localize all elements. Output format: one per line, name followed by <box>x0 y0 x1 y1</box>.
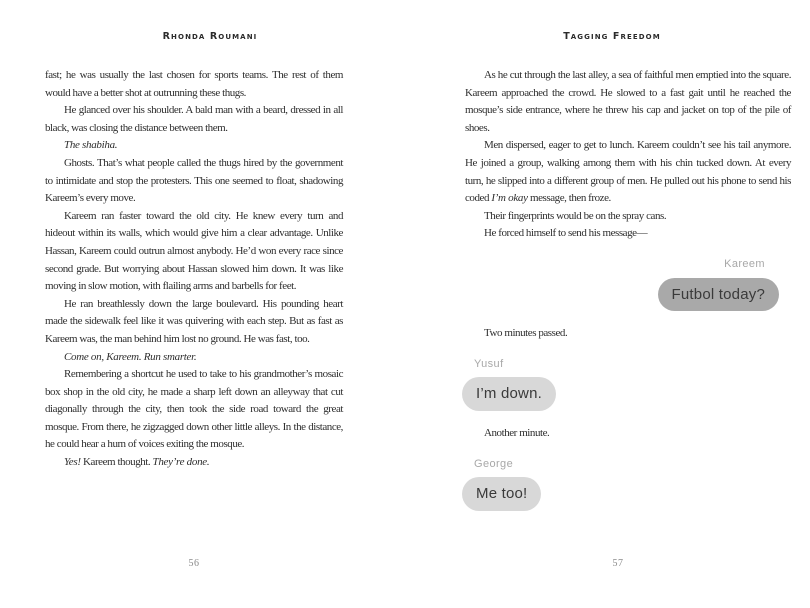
chat-message-row <box>465 356 791 411</box>
right-page-text-column <box>465 67 791 511</box>
running-head-author: Rhonda Roumani <box>162 31 258 42</box>
paragraph <box>45 137 343 155</box>
text-run: message, then froze. <box>527 192 611 205</box>
text-run: He glanced over his shoulder. A bald man with a beard, dressed in all black, was closing the distance between them. <box>45 104 343 134</box>
running-head-title: Tagging Freedom <box>563 31 661 42</box>
paragraph <box>45 155 343 208</box>
paragraph <box>465 208 791 226</box>
text-run: Their fingerprints would be on the spray cans. <box>484 209 667 222</box>
italic-text-run: Yes! <box>64 456 81 469</box>
italic-text-run: They’re done. <box>152 456 210 469</box>
page-number-right: 57 <box>612 558 624 569</box>
chat-message-row <box>465 456 791 511</box>
paragraph <box>45 366 343 454</box>
chat-bubble: Me too! <box>462 477 541 511</box>
paragraph <box>465 67 791 137</box>
chat-sender-label: Yusuf <box>474 357 504 370</box>
text-run: He forced himself to send his message— <box>484 227 648 240</box>
text-run: Remembering a shortcut he used to take to his grandmother’s mosaic box shop in the old city, he made a sharp left down an alleyway that cut diagonally through the city, then took the side road toward the great mosque. From there, he zigzagged down other little alleys. In the distance, he could hear a hum of voices exiting the mosque. <box>45 368 343 451</box>
text-run: fast; he was usually the last chosen for sports teams. The rest of them would have a better shot at outrunning these thugs. <box>45 69 343 99</box>
paragraph <box>45 102 343 137</box>
page-number-left: 56 <box>188 558 200 569</box>
chat-narration: Two minutes passed. <box>484 327 568 340</box>
paragraph <box>45 67 343 102</box>
text-run: Kareem ran faster toward the old city. He knew every turn and hideout within its walls, which would give him a clear advantage. Unlike Hassan, Kareem could outrun almost anybody. He’d won every race since second grade. But worrying about Hassan slowed him down. It was like moving in slow motion, with flailing arms and barbells for feet. <box>45 209 343 293</box>
chat-transcript <box>465 256 791 511</box>
text-run: Kareem thought. <box>80 456 153 469</box>
chat-message-row <box>465 256 791 311</box>
chat-narration: Another minute. <box>484 426 550 439</box>
paragraph <box>45 454 343 472</box>
chat-sender-label: George <box>474 457 514 470</box>
chat-bubble: Futbol today? <box>658 278 780 312</box>
paragraph <box>45 296 343 349</box>
text-run: Ghosts. That’s what people called the thugs hired by the government to intimidate and stop the protesters. This one seemed to float, shadowing Kareem’s every move. <box>45 156 343 205</box>
chat-sender-label: Kareem <box>724 257 765 270</box>
right-page-body <box>465 67 791 243</box>
italic-text-run: I’m okay <box>491 192 528 205</box>
italic-text-run: Come on, Kareem. Run smarter. <box>64 350 197 363</box>
left-page-text-column <box>45 67 343 472</box>
paragraph <box>465 137 791 207</box>
text-run: Men dispersed, eager to get to lunch. Kareem couldn’t see his tail anymore. He joined a group, walking among them with his chin tucked down. At every turn, he slipped into a different group of men. He pulled out his phone to send his coded <box>465 139 791 205</box>
paragraph <box>45 208 343 296</box>
chat-bubble: I’m down. <box>462 377 556 411</box>
paragraph <box>465 225 791 243</box>
text-run: As he cut through the last alley, a sea of faithful men emptied into the square. Kareem approached the crowd. He slowed to a fast gait until he reached the mosque’s side entrance, where he threw his cap and jacket on top of the pile of shoes. <box>465 69 791 134</box>
italic-text-run: The shabiha. <box>64 139 118 152</box>
text-run: He ran breathlessly down the large boulevard. His pounding heart made the sidewalk feel like it was quivering with each step. But as fast as Kareem was, the man behind him lost no ground. He was fast, too. <box>45 297 343 345</box>
paragraph <box>45 349 343 367</box>
